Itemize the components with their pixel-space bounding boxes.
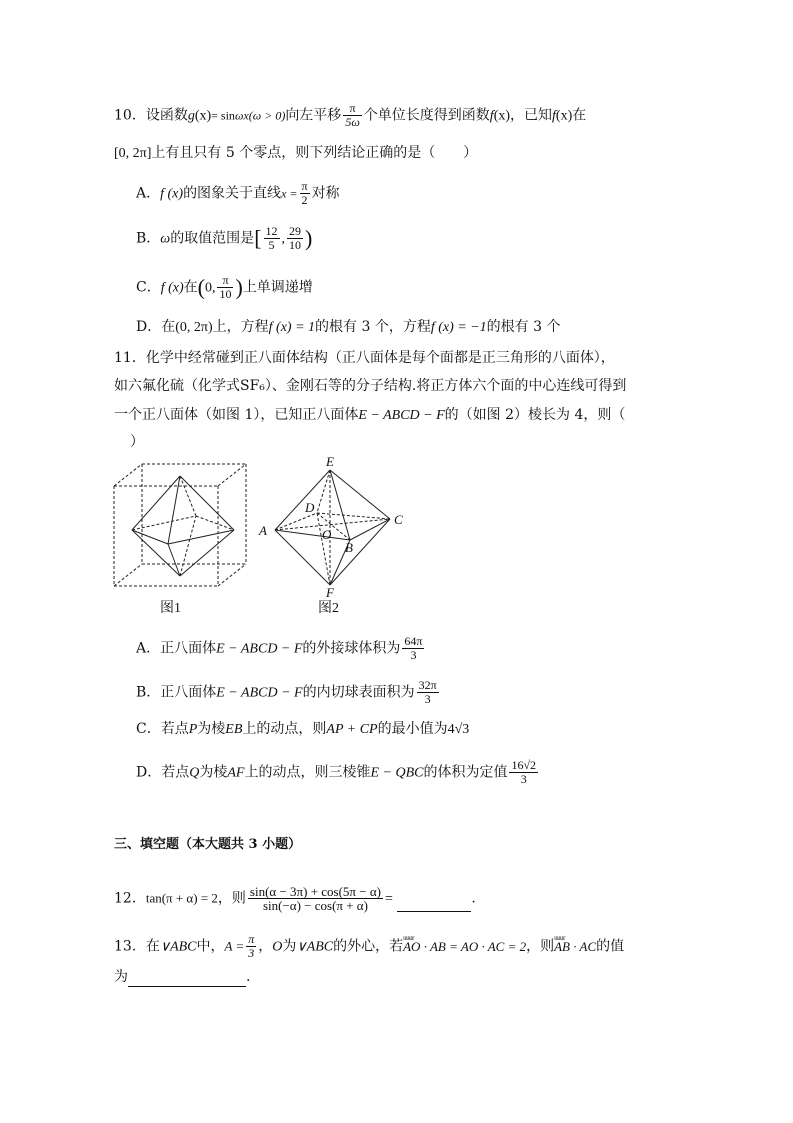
q13-vector-expr: uuur AO · AB = AO · AC = 2 xyxy=(403,937,526,957)
q13-triangle2: ∨ABC xyxy=(296,939,334,955)
option-label: A． xyxy=(136,640,161,657)
q12-text: ，则 xyxy=(217,890,246,907)
option-label: B． xyxy=(136,684,161,701)
q11-line4: ） xyxy=(130,434,144,450)
q10d-text4: 的根有 3 个 xyxy=(486,319,561,335)
q11d-fraction xyxy=(509,759,538,786)
q10-line2-text: 上有且只有 5 个零点，则下列结论正确的是（ ） xyxy=(151,145,478,161)
frac-num: 12 xyxy=(265,224,278,238)
q11a-text: 正八面体 xyxy=(160,640,217,657)
q10-interval: [0, 2π] xyxy=(114,146,152,161)
q11c-eb: EB xyxy=(225,722,243,737)
q11c-text: 若点 xyxy=(160,721,189,737)
q10-shift-fraction xyxy=(343,102,361,129)
q10-text3: 个单位长度得到函数 xyxy=(363,107,490,124)
q13-number: 13． xyxy=(114,938,146,955)
comma: , xyxy=(281,231,286,247)
q10b-omega: ω xyxy=(160,231,171,247)
q13-line2 xyxy=(114,967,250,987)
option-label: C． xyxy=(136,721,161,737)
frac-num: 29 xyxy=(289,224,302,238)
q12-end: . xyxy=(471,890,476,907)
q10a-f: f (x) xyxy=(160,186,184,202)
frac-den: 10 xyxy=(289,238,302,252)
q10-text4: ，已知 xyxy=(510,107,553,124)
q11-line1: 11．化学中经常碰到正八面体结构（正八面体是每个面都是正三角形的八面体）， xyxy=(114,350,615,366)
right-paren: ) xyxy=(235,274,243,300)
q10d-text2: 上，方程 xyxy=(212,319,269,335)
q12-answer-blank[interactable] xyxy=(397,911,471,912)
q10-text2: 向左平移 xyxy=(285,107,342,124)
q11d-text3: 上的动点，则三棱锥 xyxy=(244,764,371,781)
q10-fx: (x) xyxy=(493,108,511,124)
q11a-text2: 的外接球体积为 xyxy=(302,640,401,657)
q11c-text3: 上的动点，则 xyxy=(242,721,327,737)
label-O: O xyxy=(322,527,332,542)
q10a-text: 的图象关于直线 xyxy=(183,185,282,202)
frac-den: sin(−α) − cos(π + α) xyxy=(262,898,368,913)
option-label: C． xyxy=(136,279,161,296)
q11d-text4: 的体积为定值 xyxy=(423,764,508,781)
label-B: B xyxy=(345,540,353,555)
frac-den: 3 xyxy=(410,648,417,662)
q11b-text2: 的内切球表面积为 xyxy=(302,684,415,701)
q11b-fraction xyxy=(417,679,439,706)
q10c-f: f (x) xyxy=(160,280,184,296)
q12-eq: = xyxy=(384,891,393,907)
q10d-text3: 的根有 3 个，方程 xyxy=(315,319,431,335)
q10-number: 10． xyxy=(114,107,146,124)
q10d-interval: (0, 2π) xyxy=(175,320,213,335)
label-D: D xyxy=(305,500,315,515)
q10c-zero: 0, xyxy=(204,280,216,296)
label-A: A xyxy=(259,523,267,538)
q11-octahedron-name: E − ABCD − F xyxy=(358,408,445,423)
frac-num: π xyxy=(248,932,255,946)
q10a-text2: 对称 xyxy=(311,185,340,202)
frac-den: 3 xyxy=(424,692,431,706)
q10-option-d xyxy=(136,317,560,338)
label-C: C xyxy=(394,512,403,527)
q11-line3 xyxy=(114,405,625,426)
q10d-text: 在 xyxy=(161,319,176,335)
frac-den: 3 xyxy=(248,946,255,960)
q13-text: 在 xyxy=(145,938,160,955)
q10c-text: 在 xyxy=(183,279,198,296)
q10c-text2: 上单调递增 xyxy=(242,279,313,296)
frac-den: 3 xyxy=(520,772,527,786)
q13-text8: 为 xyxy=(114,969,128,985)
q10-line2 xyxy=(114,143,477,164)
q13-text3: ， xyxy=(258,938,273,955)
q11-line3-text2: 的（如图 2）棱长为 4，则（ xyxy=(444,407,626,423)
frac-num: sin(α − 3π) + cos(5π − α) xyxy=(249,884,381,899)
q11d-name: E − QBC xyxy=(370,765,424,781)
q11b-text: 正八面体 xyxy=(160,684,217,701)
q11d-text: 若点 xyxy=(161,764,190,781)
q13-triangle: ∨ABC xyxy=(159,939,197,955)
q11-option-d xyxy=(136,759,540,786)
figure-1-cube-octahedron xyxy=(110,460,250,590)
right-paren: ) xyxy=(305,225,313,251)
q10-fx2: (x) xyxy=(555,108,573,124)
frac-num: 16√2 xyxy=(511,758,537,772)
q10d-eq1: f (x) = 1 xyxy=(268,320,316,335)
q11a-name: E − ABCD − F xyxy=(216,641,303,657)
q12-fraction xyxy=(248,885,383,912)
frac-den: 2 xyxy=(301,193,308,207)
frac-den: 5 xyxy=(268,238,275,252)
q12-number: 12． xyxy=(114,890,146,907)
q11c-expr: AP + CP xyxy=(326,722,378,737)
q10b-text: 的取值范围是 xyxy=(170,230,255,247)
left-bracket: [ xyxy=(254,225,262,251)
q11c-text2: 为棱 xyxy=(197,721,226,737)
frac-num: π xyxy=(217,274,233,288)
option-label: B． xyxy=(136,230,161,247)
label-E: E xyxy=(326,455,334,469)
q10a-x: x = xyxy=(281,186,298,201)
q13-text5: 的外心，若 xyxy=(333,938,404,955)
frac-num: 32π xyxy=(418,678,437,692)
q11a-fraction xyxy=(402,635,424,662)
figure-1-caption: 图1 xyxy=(160,601,181,616)
q10-text5: 在 xyxy=(572,107,587,124)
q11d-q: Q xyxy=(189,765,200,781)
q10-gx: (x) xyxy=(194,108,212,124)
q13-a: A = xyxy=(224,938,245,954)
q12-line xyxy=(114,885,476,912)
q10-option-a xyxy=(136,180,340,207)
frac-num: π xyxy=(301,179,308,193)
q13-end: . xyxy=(246,969,251,985)
q10-g: g xyxy=(187,108,195,124)
q10a-fraction xyxy=(300,180,310,207)
q13-fraction xyxy=(246,933,256,960)
q10b-frac1 xyxy=(264,225,280,252)
q13-text6: ，则 xyxy=(526,938,555,955)
q10-line1 xyxy=(114,102,586,129)
q11c-p: P xyxy=(188,722,198,737)
q13-vector-expr2: uuur AB · AC xyxy=(554,937,596,957)
q11-option-c xyxy=(136,719,469,740)
q13-line1 xyxy=(114,933,624,960)
q10-omega: ω xyxy=(234,108,244,123)
q10-eq: = sin xyxy=(211,108,235,123)
q10-text: 设函数 xyxy=(145,107,188,124)
left-paren: ( xyxy=(197,274,205,300)
q11b-name: E − ABCD − F xyxy=(216,685,303,701)
figure-2-octahedron xyxy=(255,455,415,600)
q11-option-b xyxy=(136,679,441,706)
q10c-fraction xyxy=(217,274,233,301)
q11-line3-text: 一个正八面体（如图 1），已知正八面体 xyxy=(114,407,359,423)
q13-text7: 的值 xyxy=(596,938,625,955)
section-3-heading: 三、填空题（本大题共 3 小题） xyxy=(114,837,302,852)
q10-option-b xyxy=(136,225,312,252)
q13-text2: 中， xyxy=(196,938,225,955)
q10-f: f xyxy=(489,108,494,124)
q10-f2: f xyxy=(552,108,556,124)
q11-line2: 如六氟化硫（化学式SF₆）、金刚石等的分子结构.将正方体六个面的中心连线可得到 xyxy=(114,378,627,394)
q13-o: O xyxy=(272,939,283,955)
q11-option-a xyxy=(136,635,426,662)
q10-frac-num: π xyxy=(343,102,361,116)
q11d-af: AF xyxy=(227,765,245,781)
q11c-value: 4√3 xyxy=(447,722,470,737)
label-F: F xyxy=(326,585,334,600)
frac-num: 64π xyxy=(404,634,423,648)
option-label: D． xyxy=(136,319,162,335)
figure-2-caption: 图2 xyxy=(318,601,339,616)
frac-den: 10 xyxy=(219,287,232,301)
q11d-text2: 为棱 xyxy=(199,764,228,781)
q12-given: tan(π + α) = 2 xyxy=(145,890,218,906)
q10-cond: (ω > 0) xyxy=(248,108,286,123)
q10-frac-den: 5ω xyxy=(345,115,360,129)
option-label: D． xyxy=(136,764,162,781)
option-label: A． xyxy=(136,185,161,202)
q13-text4: 为 xyxy=(282,938,297,955)
q10-x: x xyxy=(243,108,249,123)
q10d-eq2: f (x) = −1 xyxy=(430,320,487,335)
q10b-frac2 xyxy=(287,225,303,252)
q13-answer-blank[interactable] xyxy=(128,986,246,987)
q11c-text4: 的最小值为 xyxy=(377,721,448,737)
q10-option-c xyxy=(136,274,313,301)
